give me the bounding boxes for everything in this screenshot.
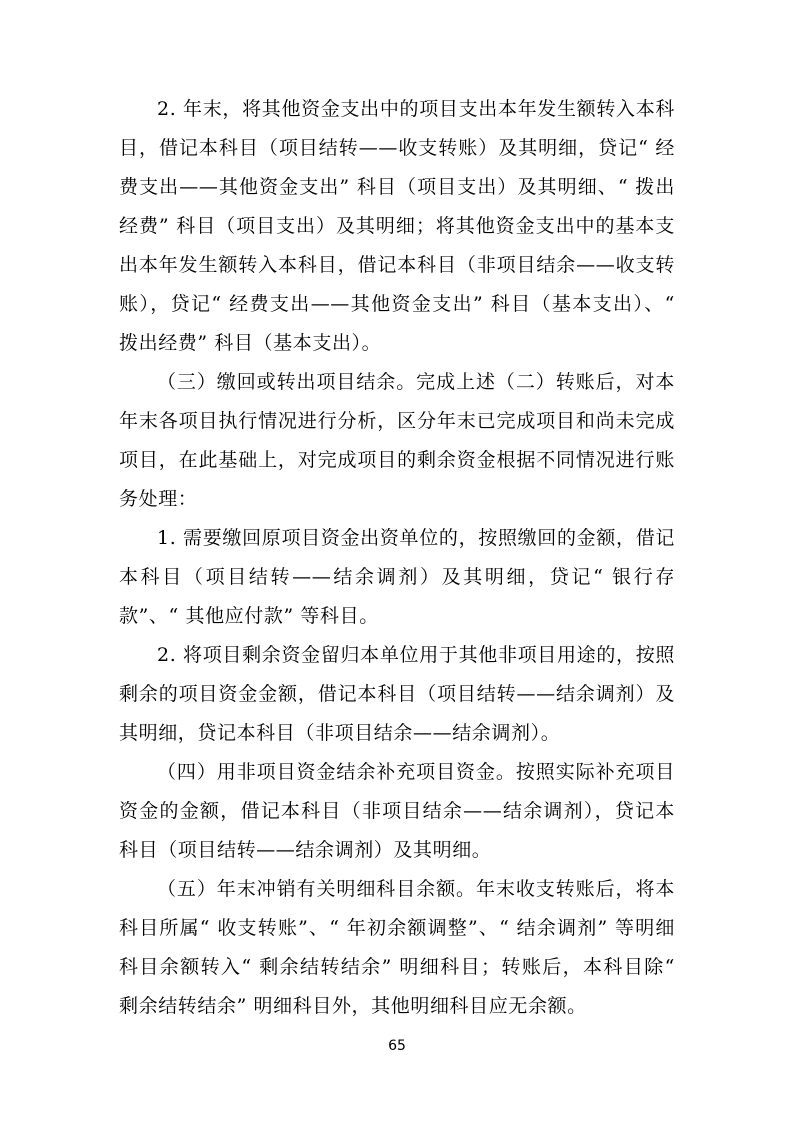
paragraph-year-end-transfer: 2. 年末，将其他资金支出中的项目支出本年发生额转入本科目，借记本科目（项目结转——收支转账）及其明细，贷记“ 经费支出——其他资金支出” 科目（项目支出）及其明细、“ 拨出经费” 科目（项目支出）及其明细；将其他资金支出中的基本支出本年发生额转入本科目，借记本科目（非项目结余——收支转账），贷记“ 经费支出——其他资金支出” 科目（基本支出）、“ 拨出经费” 科目（基本支出）。	[119, 98, 675, 354]
paragraph-item-two: 2. 将项目剩余资金留归本单位用于其他非项目用途的，按照剩余的项目资金金额，借记本科目（项目结转——结余调剂）及其明细，贷记本科目（非项目结余——结余调剂）。	[119, 644, 675, 744]
paragraph-section-three: （三）缴回或转出项目结余。完成上述（二）转账后，对本年末各项目执行情况进行分析，区分年末已完成项目和尚未完成项目，在此基础上，对完成项目的剩余资金根据不同情况进行账务处理：	[119, 371, 675, 510]
page-number: 65	[388, 1038, 406, 1054]
paragraph-item-one: 1. 需要缴回原项目资金出资单位的，按照缴回的金额，借记本科目（项目结转——结余调剂）及其明细，贷记“ 银行存款”、“ 其他应付款” 等科目。	[119, 527, 675, 627]
paragraph-section-four: （四）用非项目资金结余补充项目资金。按照实际补充项目资金的金额，借记本科目（非项目结余——结余调剂），贷记本科目（项目结转——结余调剂）及其明细。	[119, 761, 675, 861]
paragraph-section-five: （五）年末冲销有关明细科目余额。年末收支转账后，将本科目所属“ 收支转账”、“ 年初余额调整”、“ 结余调剂” 等明细科目余额转入“ 剩余结转结余” 明细科目；转账后，本科目除“ 剩余结转结余” 明细科目外，其他明细科目应无余额。	[119, 878, 675, 1017]
document-body	[119, 90, 675, 1026]
